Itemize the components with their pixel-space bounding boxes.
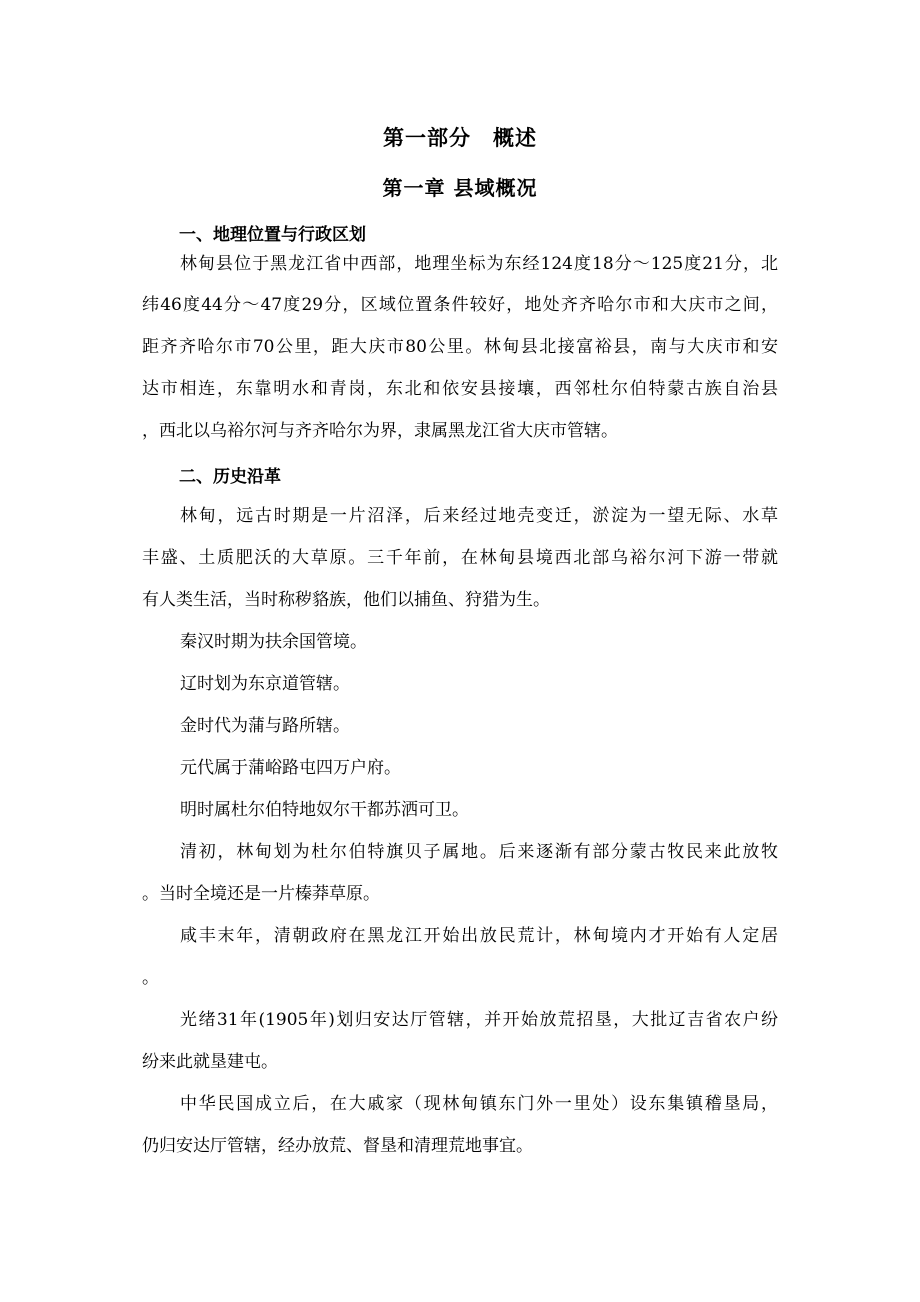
paragraph-line: 有人类生活，当时称秽貉族，他们以捕鱼、狩猎为生。 bbox=[142, 590, 550, 610]
paragraph-line: 咸丰末年，清朝政府在黑龙江开始出放民荒计，林甸境内才开始有人定居 bbox=[180, 926, 778, 946]
paragraph-line: 。 bbox=[142, 968, 159, 988]
paragraph-line: 元代属于蒲峪路屯四万户府。 bbox=[180, 758, 401, 778]
paragraph-line: 林甸，远古时期是一片沼泽，后来经过地壳变迁，淤淀为一望无际、水草 bbox=[180, 506, 778, 526]
paragraph-line: 明时属杜尔伯特地奴尔干都苏洒可卫。 bbox=[180, 800, 469, 820]
paragraph-line: 达市相连，东靠明水和青岗，东北和依安县接壤，西邻杜尔伯特蒙古族自治县 bbox=[142, 379, 778, 399]
paragraph-line: 距齐齐哈尔市70公里，距大庆市80公里。林甸县北接富裕县，南与大庆市和安 bbox=[142, 337, 778, 357]
paragraph-line: 林甸县位于黑龙江省中西部，地理坐标为东经124度18分～125度21分，北 bbox=[180, 254, 778, 274]
paragraph-line: 秦汉时期为扶余国管境。 bbox=[180, 632, 367, 652]
paragraph-line: 纬46度44分～47度29分，区域位置条件较好，地处齐齐哈尔市和大庆市之间， bbox=[142, 295, 778, 315]
paragraph-line: 光绪31年(1905年)划归安达厅管辖，并开始放荒招垦，大批辽吉省农户纷 bbox=[180, 1010, 778, 1030]
paragraph-line: 纷来此就垦建屯。 bbox=[142, 1052, 278, 1072]
paragraph-line: 。当时全境还是一片榛莽草原。 bbox=[142, 884, 380, 904]
part-title: 第一部分 概述 bbox=[383, 126, 537, 150]
paragraph-line: 金时代为蒲与路所辖。 bbox=[180, 716, 350, 736]
paragraph-line: 中华民国成立后，在大戚家（现林甸镇东门外一里处）设东集镇稽垦局， bbox=[180, 1094, 778, 1114]
paragraph-line: 丰盛、土质肥沃的大草原。三千年前，在林甸县境西北部乌裕尔河下游一带就 bbox=[142, 548, 778, 568]
paragraph-line: 清初，林甸划为杜尔伯特旗贝子属地。后来逐渐有部分蒙古牧民来此放牧 bbox=[180, 842, 778, 862]
paragraph-line: ，西北以乌裕尔河与齐齐哈尔为界，隶属黑龙江省大庆市管辖。 bbox=[142, 421, 618, 441]
section-heading-history: 二、历史沿革 bbox=[179, 467, 281, 487]
paragraph-line: 仍归安达厅管辖，经办放荒、督垦和清理荒地事宜。 bbox=[142, 1136, 533, 1156]
paragraph-line: 辽时划为东京道管辖。 bbox=[180, 674, 350, 694]
section-heading-location: 一、地理位置与行政区划 bbox=[179, 225, 366, 245]
chapter-title: 第一章 县域概况 bbox=[382, 176, 538, 200]
